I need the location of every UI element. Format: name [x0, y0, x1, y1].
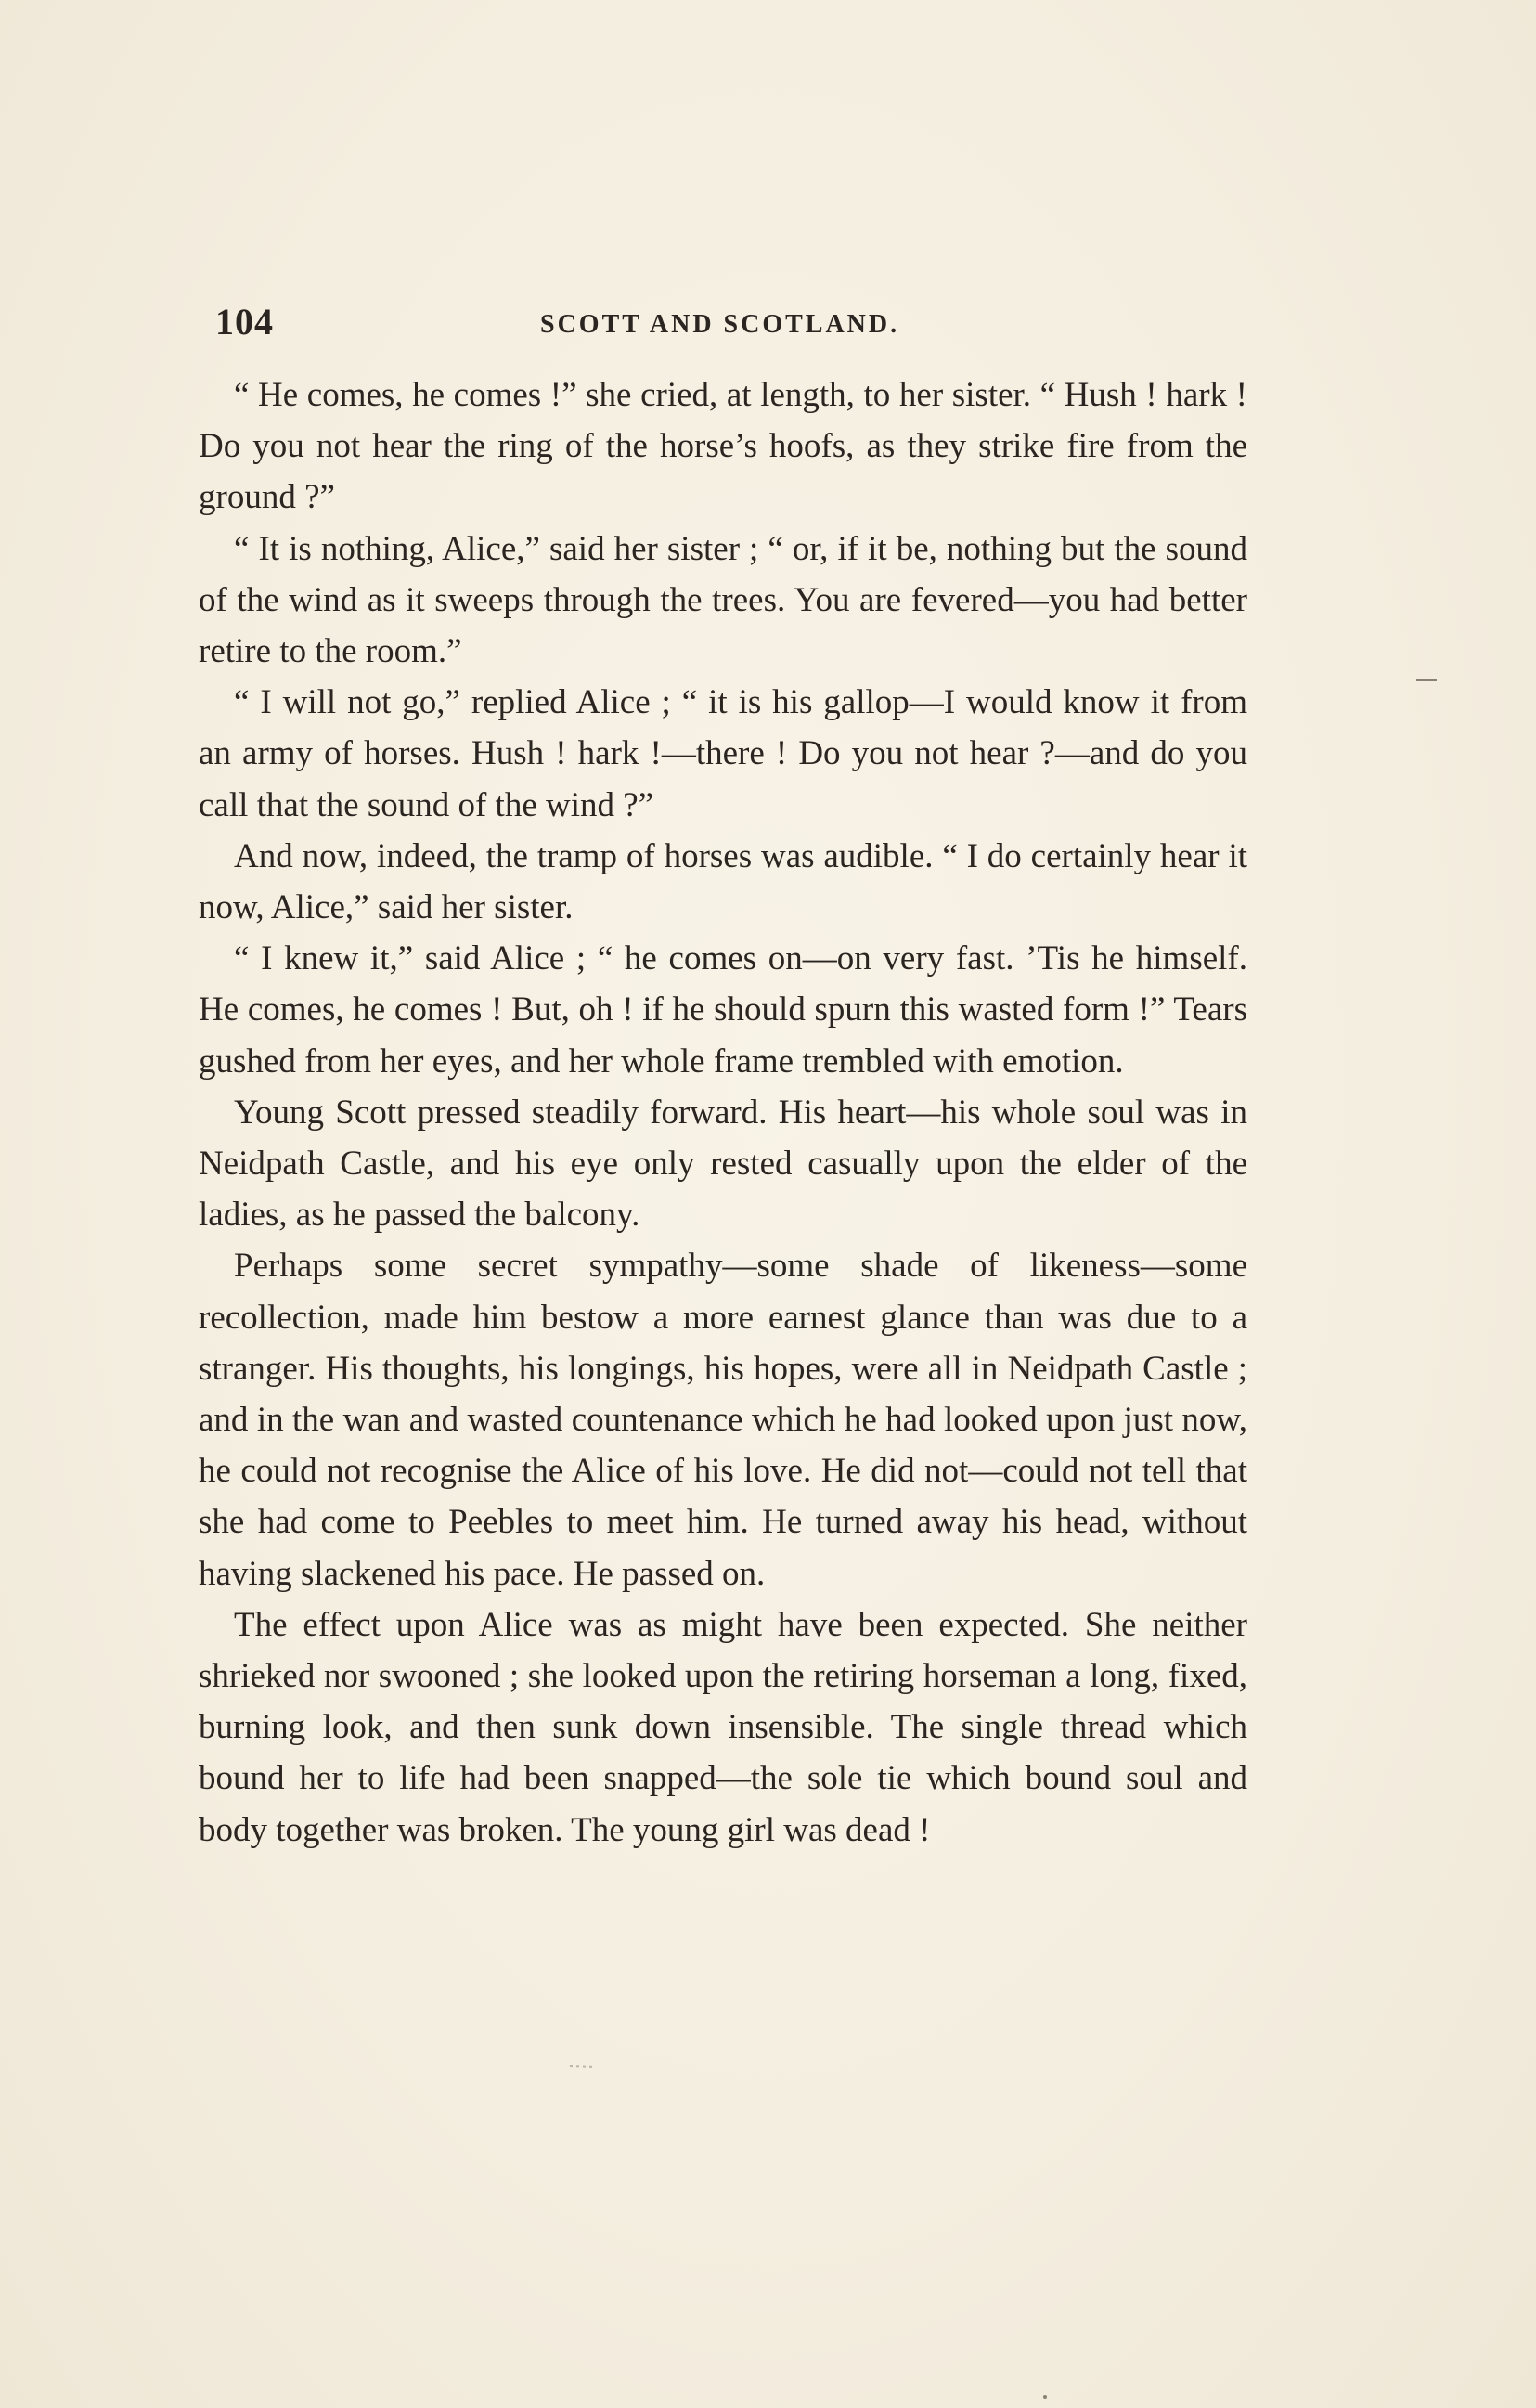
body-text [199, 369, 1247, 1856]
paragraph: The effect upon Alice was as might have been expected. She neither shrieked nor swooned ; she looked upon the retiring horseman a long, fixed, burning look, and then sunk down insensible. The single thread which bound her to life had been snapped—the sole tie which bound soul and body together was broken. The young girl was dead ! [199, 1605, 1247, 1849]
paragraph: Perhaps some secret sympathy—some shade of likeness—some recollection, made him bestow a more earnest glance than was due to a stranger. His thoughts, his longings, his hopes, were all in Neidpath Castle ; and in the wan and wasted countenance which he had looked upon just now, he could not recognise the Alice of his love. He did not—could not tell that she had come to Peebles to meet him. He turned away his head, without having slackened his pace. He passed on. [199, 1247, 1247, 1593]
margin-mark [1043, 2395, 1047, 2399]
running-head [215, 299, 1246, 345]
paragraph: “ I knew it,” said Alice ; “ he comes on—on very fast. ’Tis he himself. He comes, he comes ! But, oh ! if he should spurn this wasted form !” Tears gushed from her eyes, and her whole frame trembled with emotion. [199, 939, 1247, 1081]
ink-smudge [568, 2061, 600, 2068]
paragraph: “ I will not go,” replied Alice ; “ it is his gallop—I would know it from an army of horses. Hush ! hark !—there ! Do you not hear ?—and do you call that the sound of the wind ?” [199, 683, 1247, 824]
paragraph: And now, indeed, the tramp of horses was audible. “ I do certainly hear it now, Alice,” said her sister. [199, 836, 1247, 927]
paragraph: Young Scott pressed steadily forward. His heart—his whole soul was in Neidpath Castle, and his eye only rested casually upon the elder of the ladies, as he passed the balcony. [199, 1093, 1247, 1235]
smudge-icon [568, 2063, 600, 2070]
margin-mark [1416, 679, 1437, 681]
paragraph: “ It is nothing, Alice,” said her sister ; “ or, if it be, nothing but the sound of the wind as it sweeps through the trees. You are fevered—you had better retire to the room.” [199, 529, 1247, 671]
running-title: SCOTT AND SCOTLAND. [540, 310, 900, 339]
page-number: 104 [215, 301, 274, 343]
paragraph: “ He comes, he comes !” she cried, at length, to her sister. “ Hush ! hark ! Do you not hear the ring of the horse’s hoofs, as they strike fire from the ground ?” [199, 376, 1247, 517]
